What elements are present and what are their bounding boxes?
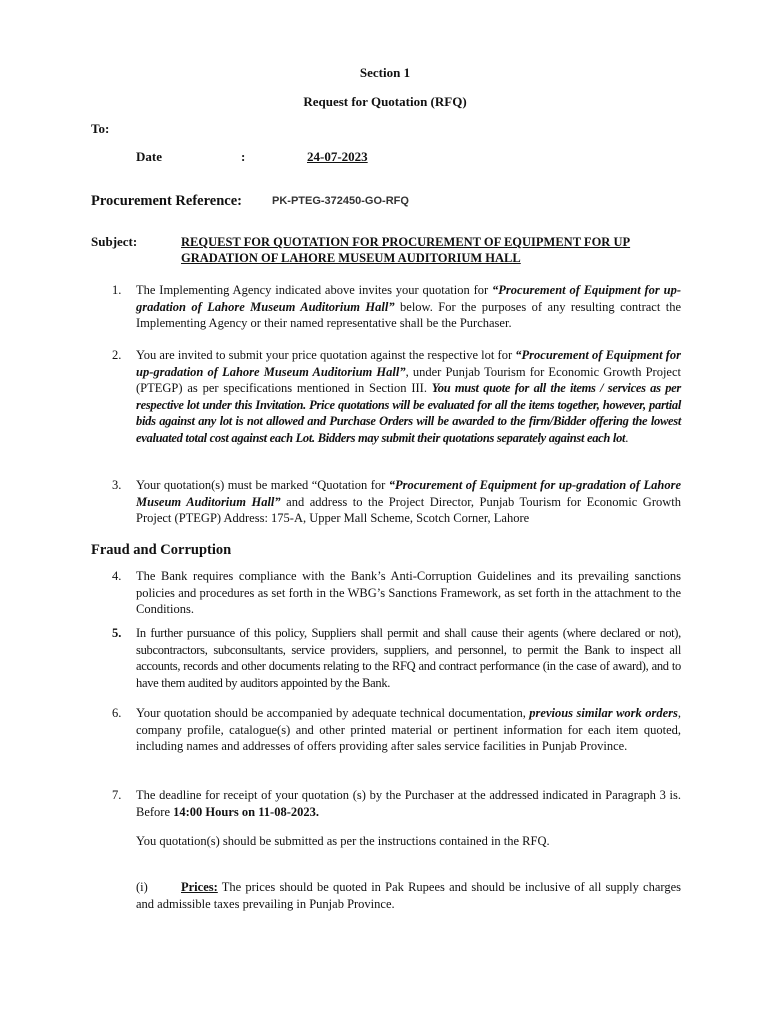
- prices-clause: (i) Prices: The prices should be quoted in Pak Rupees and should be inclusive of all supply charges and admissible taxes prevailing in Punjab Province.: [136, 880, 681, 911]
- date-colon: :: [241, 149, 246, 164]
- paragraph-6: Your quotation should be accompanied by adequate technical documentation, previous similar work orders, company profile, catalogue(s) and other printed material or pertinent information for each item quoted, including names and addresses of offers providing after sales service facilities in Punjab Province.: [136, 706, 681, 753]
- paragraph-2: You are invited to submit your price quotation against the respective lot for “Procurement of Equipment for up-gradation of Lahore Museum Auditorium Hall”, under Punjab Tourism for Economic Growth Project (PTEGP) as per specifications mentioned in Section III. You must quote for all the items / services as per respective lot under this Invitation. Price quotations will be evaluated for all the items together, however, partial bids against any lot is not allowed and Purchase Orders will be awarded to the firm/Bidder offering the lowest evaluated total cost against each Lot. Bidders may submit their quotations separately against each lot.: [136, 348, 681, 445]
- paragraph-4: The Bank requires compliance with the Bank’s Anti-Corruption Guidelines and its prevailing sanctions policies and procedures as set forth in the WBG’s Sanctions Framework, as set forth in the attachment to the Conditions.: [136, 569, 681, 616]
- item-number: 5.: [112, 626, 122, 640]
- item-number: 1.: [112, 283, 122, 297]
- document-title: Request for Quotation (RFQ): [303, 94, 467, 109]
- date-value: 24-07-2023: [307, 149, 368, 164]
- procurement-reference-label: Procurement Reference:: [91, 193, 242, 209]
- submission-instruction: You quotation(s) should be submitted as per the instructions contained in the RFQ.: [136, 834, 550, 848]
- to-label: To:: [91, 121, 110, 136]
- section-heading: Section 1: [359, 65, 411, 80]
- procurement-reference-value: PK-PTEG-372450-GO-RFQ: [272, 195, 409, 207]
- paragraph-5: In further pursuance of this policy, Suppliers shall permit and shall cause their agents (where declared or not), subcontractors, subconsultants, service providers, suppliers, and personnel, to permit the Bank to inspect all accounts, records and other documents relating to the RFQ and contract performance (in the case of award), and to have them audited by auditors appointed by the Bank.: [136, 626, 681, 690]
- subject-line-2: GRADATION OF LAHORE MUSEUM AUDITORIUM HALL: [181, 251, 521, 265]
- item-number: 2.: [112, 348, 122, 362]
- item-number: 3.: [112, 478, 122, 492]
- item-number: 7.: [112, 788, 122, 802]
- item-number: 6.: [112, 706, 122, 720]
- paragraph-1: The Implementing Agency indicated above invites your quotation for “Procurement of Equipment for up-gradation of Lahore Museum Auditorium Hall” below. For the purposes of any resulting contract the Implementing Agency or their named representative shall be the Purchaser.: [136, 283, 682, 330]
- date-label: Date: [136, 149, 162, 164]
- subject-label: Subject:: [91, 234, 138, 249]
- item-number: 4.: [112, 569, 122, 583]
- subject-line-1: REQUEST FOR QUOTATION FOR PROCUREMENT OF EQUIPMENT FOR UP: [181, 235, 631, 249]
- fraud-and-corruption-heading: Fraud and Corruption: [91, 542, 232, 558]
- paragraph-7: The deadline for receipt of your quotation (s) by the Purchaser at the addressed indicated in Paragraph 3 is. Before 14:00 Hours on 11-08-2023.: [136, 788, 681, 819]
- paragraph-3: Your quotation(s) must be marked “Quotation for “Procurement of Equipment for up-gradation of Lahore Museum Auditorium Hall” and address to the Project Director, Punjab Tourism for Economic Growth Project (PTEGP) Address: 175-A, Upper Mall Scheme, Scotch Corner, Lahore: [136, 478, 681, 525]
